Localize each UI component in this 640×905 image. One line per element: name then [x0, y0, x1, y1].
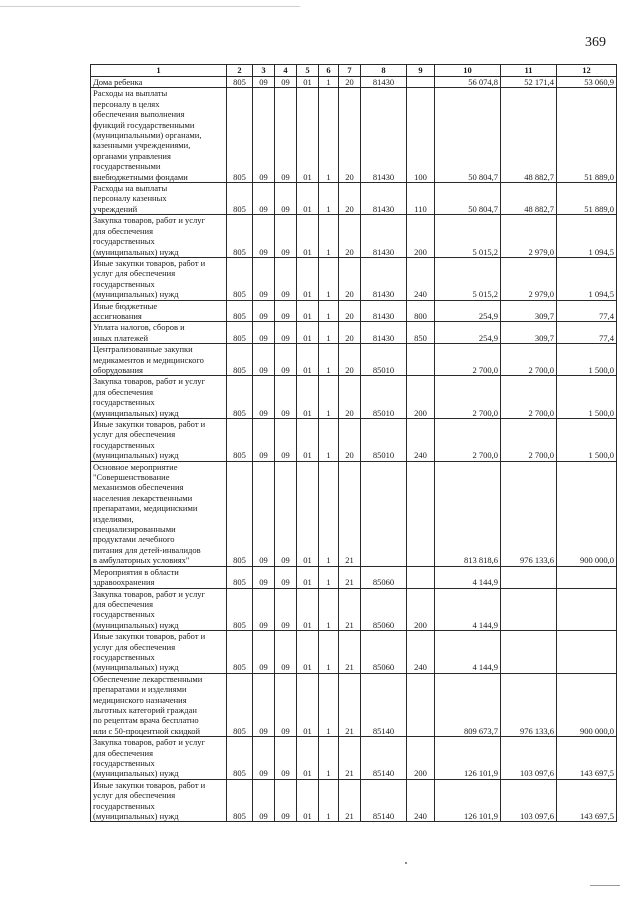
- amount-year-2-cell: [501, 588, 557, 631]
- amount-year-1-cell: 126 101,9: [435, 737, 501, 780]
- amount-year-2-cell: 2 700,0: [501, 376, 557, 419]
- code-section-cell: 09: [253, 631, 275, 674]
- code-subprogram-cell: 1: [319, 588, 339, 631]
- amount-year-3-cell: 51 889,0: [557, 183, 617, 215]
- row-name-cell: Дома ребенка: [91, 77, 227, 88]
- code-subsection-cell: 09: [275, 631, 297, 674]
- code-subprogram-cell: 1: [319, 77, 339, 88]
- code-direction-cell: [361, 461, 407, 566]
- code-section-cell: 09: [253, 300, 275, 322]
- amount-year-1-cell: 5 015,2: [435, 215, 501, 258]
- code-direction-cell: 81430: [361, 300, 407, 322]
- header-cell: 4: [275, 65, 297, 77]
- amount-year-3-cell: [557, 588, 617, 631]
- row-name-cell: Иные закупки товаров, работ и услуг для обеспечения государственных (муниципальных) нужд: [91, 779, 227, 822]
- code-direction-cell: 81430: [361, 257, 407, 300]
- code-expense-type-cell: 850: [407, 322, 435, 344]
- amount-year-3-cell: [557, 566, 617, 588]
- code-subprogram-cell: 1: [319, 344, 339, 376]
- code-event-cell: 21: [339, 779, 361, 822]
- code-program-cell: 01: [297, 566, 319, 588]
- code-direction-cell: 81430: [361, 215, 407, 258]
- row-name-cell: Мероприятия в области здравоохранения: [91, 566, 227, 588]
- header-cell: 1: [91, 65, 227, 77]
- table-row: [91, 779, 617, 822]
- amount-year-2-cell: 48 882,7: [501, 88, 557, 183]
- code-program-cell: 01: [297, 419, 319, 462]
- code-expense-type-cell: 240: [407, 779, 435, 822]
- table-row: [91, 215, 617, 258]
- header-row: [91, 65, 617, 77]
- code-section-cell: 09: [253, 322, 275, 344]
- row-name-cell: Иные закупки товаров, работ и услуг для обеспечения государственных (муниципальных) нужд: [91, 419, 227, 462]
- amount-year-3-cell: 1 500,0: [557, 419, 617, 462]
- code-ministry-cell: 805: [227, 88, 253, 183]
- code-event-cell: 21: [339, 461, 361, 566]
- amount-year-2-cell: 2 700,0: [501, 419, 557, 462]
- amount-year-3-cell: 143 697,5: [557, 737, 617, 780]
- amount-year-1-cell: 5 015,2: [435, 257, 501, 300]
- code-expense-type-cell: 200: [407, 376, 435, 419]
- code-ministry-cell: 805: [227, 77, 253, 88]
- amount-year-1-cell: 56 074,8: [435, 77, 501, 88]
- code-subprogram-cell: 1: [319, 183, 339, 215]
- header-cell: 9: [407, 65, 435, 77]
- code-direction-cell: 85010: [361, 419, 407, 462]
- row-name-cell: Иные бюджетные ассигнования: [91, 300, 227, 322]
- header-cell: 6: [319, 65, 339, 77]
- code-ministry-cell: 805: [227, 344, 253, 376]
- page-number: 369: [585, 35, 606, 50]
- code-direction-cell: 85060: [361, 631, 407, 674]
- header-cell: 7: [339, 65, 361, 77]
- amount-year-1-cell: 4 144,9: [435, 631, 501, 674]
- amount-year-1-cell: 50 804,7: [435, 88, 501, 183]
- header-cell: 8: [361, 65, 407, 77]
- code-subprogram-cell: 1: [319, 779, 339, 822]
- code-event-cell: 20: [339, 376, 361, 419]
- code-section-cell: 09: [253, 215, 275, 258]
- code-subsection-cell: 09: [275, 183, 297, 215]
- code-direction-cell: 85140: [361, 737, 407, 780]
- row-name-cell: Закупка товаров, работ и услуг для обеспечения государственных (муниципальных) нужд: [91, 737, 227, 780]
- code-section-cell: 09: [253, 588, 275, 631]
- code-program-cell: 01: [297, 183, 319, 215]
- amount-year-3-cell: 900 000,0: [557, 461, 617, 566]
- code-expense-type-cell: 200: [407, 588, 435, 631]
- code-subprogram-cell: 1: [319, 215, 339, 258]
- amount-year-2-cell: 2 700,0: [501, 344, 557, 376]
- code-expense-type-cell: 800: [407, 300, 435, 322]
- code-subsection-cell: 09: [275, 88, 297, 183]
- amount-year-3-cell: 77,4: [557, 300, 617, 322]
- row-name-cell: Закупка товаров, работ и услуг для обеспечения государственных (муниципальных) нужд: [91, 215, 227, 258]
- code-subprogram-cell: 1: [319, 88, 339, 183]
- row-name-cell: Иные закупки товаров, работ и услуг для обеспечения государственных (муниципальных) нужд: [91, 631, 227, 674]
- table-row: [91, 183, 617, 215]
- code-expense-type-cell: 110: [407, 183, 435, 215]
- code-event-cell: 20: [339, 183, 361, 215]
- code-ministry-cell: 805: [227, 566, 253, 588]
- code-subsection-cell: 09: [275, 779, 297, 822]
- code-program-cell: 01: [297, 588, 319, 631]
- code-section-cell: 09: [253, 737, 275, 780]
- code-expense-type-cell: 200: [407, 215, 435, 258]
- code-subsection-cell: 09: [275, 461, 297, 566]
- amount-year-1-cell: 4 144,9: [435, 588, 501, 631]
- table-row: [91, 322, 617, 344]
- row-name-cell: Закупка товаров, работ и услуг для обеспечения государственных (муниципальных) нужд: [91, 376, 227, 419]
- code-program-cell: 01: [297, 77, 319, 88]
- table-row: [91, 419, 617, 462]
- table-row: [91, 88, 617, 183]
- code-subprogram-cell: 1: [319, 322, 339, 344]
- scan-speck: [405, 862, 407, 864]
- amount-year-1-cell: 254,9: [435, 300, 501, 322]
- code-subprogram-cell: 1: [319, 461, 339, 566]
- code-direction-cell: 85010: [361, 376, 407, 419]
- code-ministry-cell: 805: [227, 419, 253, 462]
- code-program-cell: 01: [297, 257, 319, 300]
- code-subprogram-cell: 1: [319, 300, 339, 322]
- code-ministry-cell: 805: [227, 183, 253, 215]
- code-event-cell: 21: [339, 566, 361, 588]
- code-program-cell: 01: [297, 376, 319, 419]
- amount-year-1-cell: 4 144,9: [435, 566, 501, 588]
- code-section-cell: 09: [253, 461, 275, 566]
- code-program-cell: 01: [297, 344, 319, 376]
- amount-year-1-cell: 2 700,0: [435, 344, 501, 376]
- code-event-cell: 20: [339, 257, 361, 300]
- code-ministry-cell: 805: [227, 631, 253, 674]
- code-program-cell: 01: [297, 673, 319, 736]
- amount-year-2-cell: 2 979,0: [501, 257, 557, 300]
- amount-year-2-cell: 103 097,6: [501, 779, 557, 822]
- code-expense-type-cell: 100: [407, 88, 435, 183]
- code-event-cell: 20: [339, 419, 361, 462]
- code-program-cell: 01: [297, 631, 319, 674]
- code-program-cell: 01: [297, 322, 319, 344]
- code-expense-type-cell: [407, 77, 435, 88]
- code-event-cell: 21: [339, 631, 361, 674]
- amount-year-2-cell: 48 882,7: [501, 183, 557, 215]
- code-program-cell: 01: [297, 88, 319, 183]
- table-row: [91, 566, 617, 588]
- header-cell: 11: [501, 65, 557, 77]
- amount-year-3-cell: 1 094,5: [557, 215, 617, 258]
- amount-year-1-cell: 813 818,6: [435, 461, 501, 566]
- code-subsection-cell: 09: [275, 300, 297, 322]
- code-subprogram-cell: 1: [319, 419, 339, 462]
- header-cell: 2: [227, 65, 253, 77]
- code-direction-cell: 85060: [361, 566, 407, 588]
- amount-year-2-cell: 976 133,6: [501, 461, 557, 566]
- code-subsection-cell: 09: [275, 419, 297, 462]
- amount-year-2-cell: 103 097,6: [501, 737, 557, 780]
- table-row: [91, 77, 617, 88]
- row-name-cell: Обеспечение лекарственными препаратами и изделиями медицинского назначения льготных категорий граждан по рецептам врача бесплатно или с 50-процентной скидкой: [91, 673, 227, 736]
- code-direction-cell: 81430: [361, 77, 407, 88]
- amount-year-1-cell: 2 700,0: [435, 419, 501, 462]
- amount-year-1-cell: 254,9: [435, 322, 501, 344]
- code-section-cell: 09: [253, 779, 275, 822]
- row-name-cell: Расходы на выплаты персоналу в целях обеспечения выполнения функций государственными (муниципальными) органами, казенными учреждениями, органами управления государственными внебюджетными фондами: [91, 88, 227, 183]
- table-row: [91, 257, 617, 300]
- row-name-cell: Централизованные закупки медикаментов и медицинского оборудования: [91, 344, 227, 376]
- table-row: [91, 344, 617, 376]
- row-name-cell: Закупка товаров, работ и услуг для обеспечения государственных (муниципальных) нужд: [91, 588, 227, 631]
- code-subprogram-cell: 1: [319, 376, 339, 419]
- header-cell: 10: [435, 65, 501, 77]
- code-subprogram-cell: 1: [319, 737, 339, 780]
- code-section-cell: 09: [253, 376, 275, 419]
- amount-year-2-cell: [501, 566, 557, 588]
- code-event-cell: 20: [339, 322, 361, 344]
- code-ministry-cell: 805: [227, 588, 253, 631]
- amount-year-3-cell: 51 889,0: [557, 88, 617, 183]
- row-name-cell: Расходы на выплаты персоналу казенных учреждений: [91, 183, 227, 215]
- amount-year-3-cell: 900 000,0: [557, 673, 617, 736]
- code-subprogram-cell: 1: [319, 566, 339, 588]
- code-event-cell: 20: [339, 77, 361, 88]
- table-row: [91, 376, 617, 419]
- amount-year-2-cell: [501, 631, 557, 674]
- budget-table: [90, 64, 617, 822]
- code-expense-type-cell: 200: [407, 737, 435, 780]
- code-direction-cell: 85010: [361, 344, 407, 376]
- amount-year-3-cell: 1 500,0: [557, 344, 617, 376]
- code-event-cell: 20: [339, 344, 361, 376]
- header-cell: 3: [253, 65, 275, 77]
- amount-year-3-cell: 1 094,5: [557, 257, 617, 300]
- code-subsection-cell: 09: [275, 215, 297, 258]
- code-program-cell: 01: [297, 215, 319, 258]
- code-event-cell: 21: [339, 737, 361, 780]
- code-ministry-cell: 805: [227, 376, 253, 419]
- code-subsection-cell: 09: [275, 376, 297, 419]
- code-subsection-cell: 09: [275, 257, 297, 300]
- code-section-cell: 09: [253, 566, 275, 588]
- code-expense-type-cell: 240: [407, 631, 435, 674]
- code-expense-type-cell: [407, 461, 435, 566]
- amount-year-3-cell: [557, 631, 617, 674]
- code-subprogram-cell: 1: [319, 673, 339, 736]
- code-section-cell: 09: [253, 257, 275, 300]
- code-ministry-cell: 805: [227, 673, 253, 736]
- amount-year-2-cell: 309,7: [501, 300, 557, 322]
- table-row: [91, 300, 617, 322]
- amount-year-2-cell: 309,7: [501, 322, 557, 344]
- code-subsection-cell: 09: [275, 322, 297, 344]
- row-name-cell: Иные закупки товаров, работ и услуг для обеспечения государственных (муниципальных) нужд: [91, 257, 227, 300]
- table-row: [91, 737, 617, 780]
- code-subsection-cell: 09: [275, 737, 297, 780]
- code-event-cell: 20: [339, 300, 361, 322]
- amount-year-1-cell: 50 804,7: [435, 183, 501, 215]
- code-event-cell: 21: [339, 588, 361, 631]
- code-direction-cell: 85060: [361, 588, 407, 631]
- code-expense-type-cell: 240: [407, 419, 435, 462]
- code-program-cell: 01: [297, 779, 319, 822]
- code-subprogram-cell: 1: [319, 257, 339, 300]
- code-subsection-cell: 09: [275, 588, 297, 631]
- amount-year-1-cell: 2 700,0: [435, 376, 501, 419]
- row-name-cell: Уплата налогов, сборов и иных платежей: [91, 322, 227, 344]
- header-cell: 5: [297, 65, 319, 77]
- amount-year-1-cell: 126 101,9: [435, 779, 501, 822]
- amount-year-3-cell: 53 060,9: [557, 77, 617, 88]
- code-ministry-cell: 805: [227, 215, 253, 258]
- amount-year-3-cell: 143 697,5: [557, 779, 617, 822]
- code-section-cell: 09: [253, 88, 275, 183]
- amount-year-3-cell: 1 500,0: [557, 376, 617, 419]
- code-subsection-cell: 09: [275, 77, 297, 88]
- code-direction-cell: 81430: [361, 88, 407, 183]
- code-expense-type-cell: [407, 344, 435, 376]
- code-direction-cell: 81430: [361, 322, 407, 344]
- code-direction-cell: 85140: [361, 673, 407, 736]
- table-row: [91, 673, 617, 736]
- code-subsection-cell: 09: [275, 344, 297, 376]
- code-section-cell: 09: [253, 344, 275, 376]
- code-ministry-cell: 805: [227, 779, 253, 822]
- amount-year-1-cell: 809 673,7: [435, 673, 501, 736]
- code-event-cell: 20: [339, 88, 361, 183]
- code-expense-type-cell: 240: [407, 257, 435, 300]
- code-section-cell: 09: [253, 77, 275, 88]
- code-ministry-cell: 805: [227, 322, 253, 344]
- code-expense-type-cell: [407, 566, 435, 588]
- code-ministry-cell: 805: [227, 461, 253, 566]
- table-row: [91, 461, 617, 566]
- code-event-cell: 20: [339, 215, 361, 258]
- code-ministry-cell: 805: [227, 300, 253, 322]
- table-row: [91, 588, 617, 631]
- code-event-cell: 21: [339, 673, 361, 736]
- amount-year-2-cell: 976 133,6: [501, 673, 557, 736]
- code-subprogram-cell: 1: [319, 631, 339, 674]
- table-row: [91, 631, 617, 674]
- code-ministry-cell: 805: [227, 737, 253, 780]
- code-ministry-cell: 805: [227, 257, 253, 300]
- code-subsection-cell: 09: [275, 566, 297, 588]
- amount-year-3-cell: 77,4: [557, 322, 617, 344]
- code-program-cell: 01: [297, 461, 319, 566]
- row-name-cell: Основное мероприятие "Совершенствование механизмов обеспечения населения лекарственными препаратами, медицинскими изделиями, специализированными продуктами лечебного питания для детей-инвалидов в амбулаторных условиях": [91, 461, 227, 566]
- code-section-cell: 09: [253, 183, 275, 215]
- scan-line-bottom: [590, 885, 620, 886]
- amount-year-2-cell: 2 979,0: [501, 215, 557, 258]
- code-section-cell: 09: [253, 673, 275, 736]
- code-program-cell: 01: [297, 737, 319, 780]
- top-scan-line: [0, 6, 300, 7]
- code-section-cell: 09: [253, 419, 275, 462]
- header-cell: 12: [557, 65, 617, 77]
- table-body: [91, 77, 617, 822]
- code-direction-cell: 81430: [361, 183, 407, 215]
- amount-year-2-cell: 52 171,4: [501, 77, 557, 88]
- code-subsection-cell: 09: [275, 673, 297, 736]
- code-program-cell: 01: [297, 300, 319, 322]
- code-expense-type-cell: [407, 673, 435, 736]
- code-direction-cell: 85140: [361, 779, 407, 822]
